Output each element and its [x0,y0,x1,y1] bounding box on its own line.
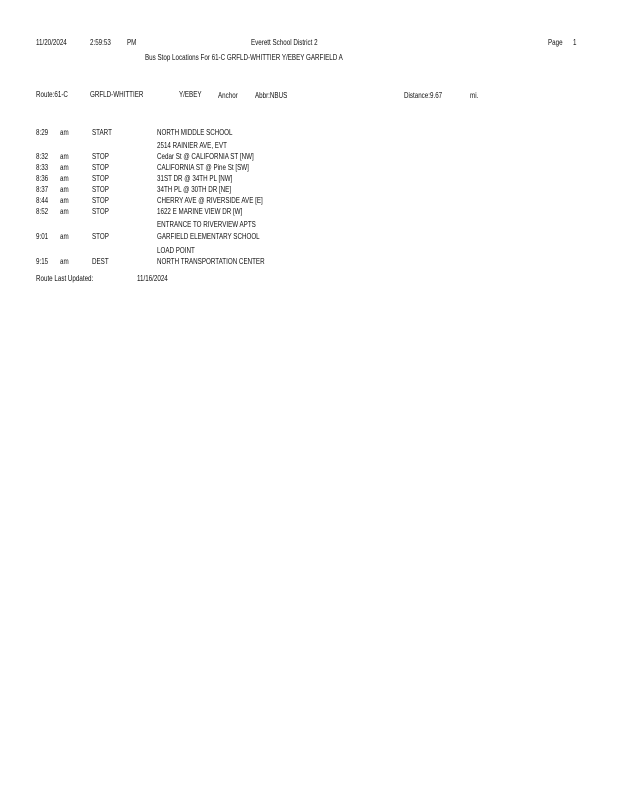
stop-ampm: am [60,185,69,194]
district-title: Everett School District 2 [251,38,318,47]
distance-unit: mi. [470,91,479,100]
stop-description: NORTH TRANSPORTATION CENTER [157,257,265,266]
stop-time: 8:33 [36,163,49,172]
stop-ampm: am [60,152,69,161]
stop-description: 34TH PL @ 30TH DR [NE] [157,185,232,194]
report-subtitle: Bus Stop Locations For 61-C GRFLD-WHITTIER Y/EBEY GARFIELD A [145,53,343,62]
stop-description: CALIFORNIA ST @ Pine St [SW] [157,163,249,172]
stop-ampm: am [60,128,69,137]
stop-type: STOP [92,185,109,194]
report-date: 11/20/2024 [36,38,67,47]
route-name: GRFLD-WHITTIER [90,90,144,99]
stop-description: 1622 E MARINE VIEW DR [W] [157,207,243,216]
stop-time: 8:52 [36,207,49,216]
stop-type: STOP [92,174,109,183]
stop-time: 8:32 [36,152,49,161]
stop-type: STOP [92,163,109,172]
stop-ampm: am [60,163,69,172]
footer-date: 11/16/2024 [137,274,168,283]
stop-time: 9:01 [36,232,49,241]
stop-description: GARFIELD ELEMENTARY SCHOOL [157,232,260,241]
stop-type: STOP [92,196,109,205]
stop-ampm: am [60,196,69,205]
footer-label: Route Last Updated: [36,274,94,283]
stop-description: 31ST DR @ 34TH PL [NW] [157,174,233,183]
route-distance: Distance:9.67 [404,91,443,100]
page-label: Page [548,38,563,47]
route-id: Route:61-C [36,90,68,99]
route-abbr: Abbr:NBUS [255,91,288,100]
stop-ampm: am [60,257,69,266]
stop-description: NORTH MIDDLE SCHOOL [157,128,233,137]
route-name-2: Y/EBEY [179,90,202,99]
stop-description: 2514 RAINIER AVE, EVT [157,141,227,150]
stop-time: 8:36 [36,174,49,183]
stop-description: ENTRANCE TO RIVERVIEW APTS [157,220,256,229]
stop-time: 8:44 [36,196,49,205]
stop-time: 8:37 [36,185,49,194]
stop-description: LOAD POINT [157,246,195,255]
stop-type: STOP [92,152,109,161]
stop-time: 8:29 [36,128,49,137]
page-number: 1 [573,38,577,47]
report-time: 2:59:53 [90,38,111,47]
stop-type: STOP [92,207,109,216]
stop-ampm: am [60,232,69,241]
stop-description: Cedar St @ CALIFORNIA ST [NW] [157,152,254,161]
route-anchor: Anchor [218,91,238,100]
stop-type: DEST [92,257,109,266]
report-ampm: PM [127,38,137,47]
stop-type: STOP [92,232,109,241]
stop-ampm: am [60,174,69,183]
stop-ampm: am [60,207,69,216]
stop-type: START [92,128,112,137]
stop-time: 9:15 [36,257,49,266]
stop-description: CHERRY AVE @ RIVERSIDE AVE [E] [157,196,263,205]
